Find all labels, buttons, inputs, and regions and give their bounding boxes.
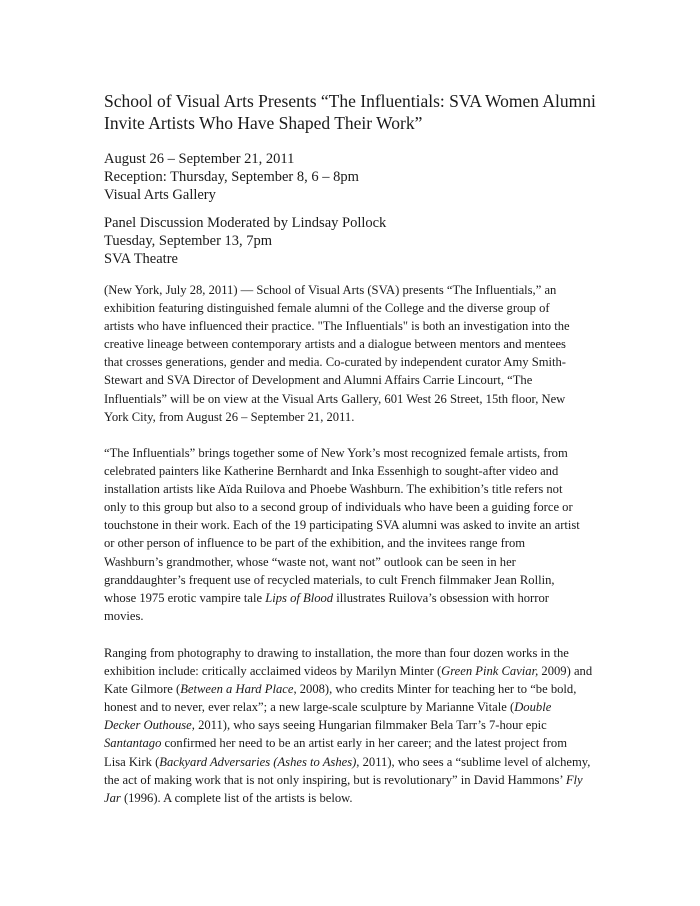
press-release-title [104,90,624,134]
paragraph-line: celebrated painters like Katherine Bernhardt and Inka Essenhigh to sought-after video and [104,464,559,479]
text-run: 2009) and [538,664,593,679]
artwork-title: Backyard Adversaries (Ashes to Ashes) [159,754,357,769]
paragraph-line: artists who have influenced their practice. "The Influentials" is both an investigation into the [104,319,570,334]
artwork-title: Decker Outhouse, [104,718,195,733]
film-title: Santantago [104,736,162,751]
text-run: (1996). A complete list of the artists is below. [120,790,353,805]
paragraph-line [104,734,614,752]
paragraph-line [104,589,614,607]
paragraph-line [104,698,614,716]
artwork-title: Green Pink Caviar, [441,664,539,679]
text-run: Kate Gilmore ( [104,682,181,697]
text-run: , 2008), who credits Minter for teaching her to “be bold, [293,682,577,697]
paragraph-line: or other person of influence to be part of the exhibition, and the invitees range from [104,536,526,551]
text-run: 2011), who says seeing Hungarian filmmaker Bela Tarr’s 7-hour epic [194,718,547,733]
reception-info: Reception: Thursday, September 8, 6 – 8pm [104,169,359,185]
film-title: Lips of Blood [265,590,334,605]
exhibition-dates: August 26 – September 21, 2011 [104,151,295,167]
text-run: confirmed her need to be an artist early in her career; and the latest project from [161,736,567,751]
paragraph-line: (New York, July 28, 2011) — School of Visual Arts (SVA) presents “The Influentials,” an [104,283,557,297]
paragraph-artists [104,444,614,625]
panel-title: Panel Discussion Moderated by Lindsay Pollock [104,215,387,231]
text-run: , 2011), who sees a “sublime level of alchemy, [356,754,591,769]
title-line-1: School of Visual Arts Presents “The Influentials: SVA Women Alumni [104,91,596,111]
title-line-2: Invite Artists Who Have Shaped Their Work” [104,113,423,133]
exhibition-info [104,150,624,204]
artwork-title: Fly [565,772,583,787]
paragraph-line: installation artists like Aïda Ruilova and Phoebe Washburn. The exhibition’s title refers not [104,482,563,497]
paragraph-line [104,771,614,789]
panel-date: Tuesday, September 13, 7pm [104,233,273,249]
paragraph-intro [104,281,614,426]
paragraph-line: York City, from August 26 – September 21, 2011. [104,409,355,424]
paragraph-line: Stewart and SVA Director of Development and Alumni Affairs Carrie Lincourt, “The [104,373,533,388]
text-run: illustrates Ruilova’s obsession with horror [333,590,549,605]
paragraph-line: only to this group but also to a second group of individuals who have been a guiding force or [104,500,573,515]
paragraph-line [104,680,614,698]
artwork-title: Double [514,700,552,715]
artwork-title: Jar [104,790,121,805]
paragraph-line [104,753,614,771]
paragraph-line: Ranging from photography to drawing to installation, the more than four dozen works in the [104,646,569,660]
paragraph-line: creative lineage between contemporary artists and a dialogue between mentors and mentees [104,337,566,352]
paragraph-line [104,789,614,807]
text-run: honest and to never, ever relax”; a new large-scale sculpture by Marianne Vitale ( [104,700,515,715]
paragraph-line [104,716,614,734]
paragraph-line: exhibition featuring distinguished female alumni of the College and the diverse group of [104,301,550,316]
text-run: exhibition include: critically acclaimed videos by Marilyn Minter ( [104,664,442,679]
paragraph-line: touchstone in their work. Each of the 19 participating SVA alumni was asked to invite an artist [104,518,580,533]
text-run: the act of making work that is not only inspiring, but is revolutionary” in David Hammons’ [104,772,566,787]
text-run: Lisa Kirk ( [104,754,160,769]
panel-venue: SVA Theatre [104,251,178,267]
paragraph-line: movies. [104,608,144,623]
paragraph-line [104,662,614,680]
text-run: whose 1975 erotic vampire tale [104,590,266,605]
panel-discussion-info [104,214,624,268]
paragraph-line: that crosses generations, gender and media. Co-curated by independent curator Amy Smith- [104,355,566,370]
exhibition-venue: Visual Arts Gallery [104,187,216,203]
artwork-title: Between a Hard Place [180,682,294,697]
paragraph-line: Influentials” will be on view at the Visual Arts Gallery, 601 West 26 Street, 15th floor, New [104,391,566,406]
paragraph-line: “The Influentials” brings together some of New York’s most recognized female artists, from [104,446,568,460]
paragraph-line: granddaughter’s frequent use of recycled materials, to cult French filmmaker Jean Rollin, [104,572,555,587]
paragraph-line: Washburn’s grandmother, whose “waste not, want not” outlook can be seen in her [104,554,516,569]
paragraph-works [104,644,614,807]
